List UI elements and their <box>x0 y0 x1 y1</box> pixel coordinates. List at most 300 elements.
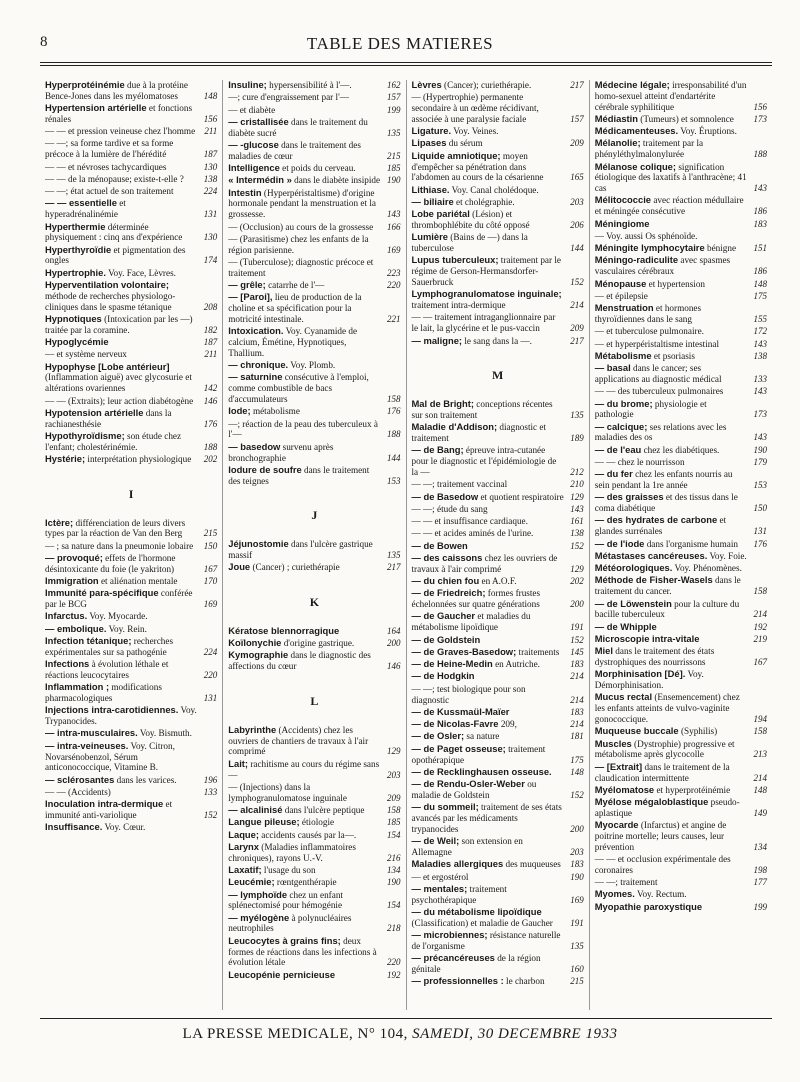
entry-page-number: 176 <box>387 406 401 417</box>
entry-description: et hypertension <box>646 278 706 289</box>
entry-text <box>228 638 380 649</box>
index-entry <box>595 195 767 217</box>
page-title: TABLE DES MATIERES <box>306 34 494 53</box>
entry-description: — (Parasitisme) chez les enfants de la région parisienne. <box>228 233 369 255</box>
entry-description: avec réaction médullaire et méningée consécutive <box>594 195 744 217</box>
entry-heading: Médecine légale; <box>594 80 670 90</box>
entry-text <box>412 479 564 490</box>
entry-heading: — intra-musculaires. <box>45 727 138 739</box>
entry-page-number: 130 <box>203 232 218 243</box>
entry-description: traitement de ses états avancés par les médicaments trypanocides <box>411 802 562 834</box>
entry-text <box>412 635 564 646</box>
entry-page-number: 134 <box>387 864 401 875</box>
index-entry <box>45 787 217 798</box>
index-entry <box>228 877 400 888</box>
entry-text <box>595 551 747 562</box>
entry-text <box>45 541 197 552</box>
entry-text <box>45 198 197 220</box>
entry-heading: — intra-veineuses. <box>45 739 129 751</box>
entry-text <box>45 268 197 279</box>
entry-heading: — de Nicolas-Favre <box>411 718 499 730</box>
entry-text <box>412 884 564 906</box>
entry-description: des muqueuses <box>503 859 561 870</box>
entry-text <box>412 953 564 975</box>
index-entry <box>228 80 400 91</box>
entry-heading: Hyperthermie <box>45 220 106 232</box>
index-entry <box>228 725 400 757</box>
entry-text <box>412 872 564 883</box>
entry-heading: Joue <box>228 561 251 573</box>
entry-page-number: 179 <box>753 457 767 467</box>
entry-text <box>412 516 564 527</box>
index-entry <box>595 469 767 491</box>
entry-heading: Kymographie <box>228 649 289 661</box>
entry-heading: Hypothyroïdisme; <box>45 429 125 441</box>
entry-heading: — -glucose <box>228 138 279 150</box>
entry-page-number: 150 <box>753 503 767 514</box>
entry-text <box>595 692 747 724</box>
entry-text <box>45 624 197 635</box>
entry-heading: — du sommeil; <box>411 801 479 813</box>
index-entry <box>595 386 767 397</box>
entry-page-number: 200 <box>387 638 401 649</box>
entry-text <box>595 231 747 242</box>
entry-text <box>45 349 197 360</box>
entry-page-number: 185 <box>387 817 401 828</box>
entry-text <box>595 854 747 876</box>
index-entry <box>595 634 767 645</box>
entry-heading: Lobe pariétal <box>411 208 470 220</box>
entry-heading: — de l'eau <box>594 443 642 455</box>
entry-heading: Muscles <box>594 737 632 749</box>
entry-heading: — basedow <box>228 440 281 452</box>
entry-heading: — de Gaucher <box>411 610 476 622</box>
entry-page-number: 217 <box>570 335 584 346</box>
entry-description: — — traitement intraganglionnaire par le lait, la glycérine et le pus-vaccin <box>411 312 556 334</box>
index-entry <box>595 80 767 112</box>
footer-rule <box>40 1018 772 1019</box>
entry-text <box>412 255 564 287</box>
entry-heading: Lupus tuberculeux; <box>411 254 499 266</box>
entry-heading: Mélanolie; <box>594 137 641 149</box>
entry-page-number: 143 <box>753 432 767 443</box>
entry-heading: Lipases <box>411 137 447 149</box>
index-entry <box>228 163 400 174</box>
entry-page-number: 154 <box>387 829 401 840</box>
entry-page-number: 158 <box>387 394 401 405</box>
index-entry <box>412 802 584 834</box>
entry-text <box>228 372 380 404</box>
entry-text <box>228 406 380 417</box>
entry-description: chez les diabétiques. <box>641 444 720 455</box>
entry-description: Voy. Cyanamide de calcium, Émétine, Hypnotiques, Thallium. <box>228 326 358 358</box>
entry-page-number: 153 <box>753 480 767 491</box>
index-entry <box>595 539 767 550</box>
entry-text <box>595 243 747 254</box>
index-entry <box>595 669 767 691</box>
entry-heading: — de Friedreich; <box>411 587 486 599</box>
index-entry <box>412 884 584 906</box>
entry-page-number: 174 <box>203 255 218 266</box>
entry-heading: — précancéreuses <box>411 952 495 964</box>
footer-journal: LA PRESSE MEDICALE, N° 104, <box>182 1026 408 1042</box>
entry-text <box>595 889 747 900</box>
entry-description: deux formes de réactions dans les infections à évolution létale <box>228 935 377 968</box>
entry-text <box>45 454 197 465</box>
entry-text <box>228 280 380 291</box>
index-entry <box>45 624 217 635</box>
entry-text <box>412 504 564 515</box>
entry-text <box>412 553 564 575</box>
entry-text <box>45 636 197 658</box>
entry-heading: Infections <box>45 658 90 670</box>
entry-page-number: 210 <box>570 479 584 490</box>
entry-page-number: 199 <box>387 104 401 115</box>
entry-text <box>595 80 747 112</box>
index-entry <box>412 872 584 883</box>
index-entry <box>595 726 767 737</box>
entry-heading: — lymphoïde <box>228 888 288 900</box>
entry-description: dans la rachianesthésie <box>45 407 172 429</box>
entry-page-number: 214 <box>570 694 584 705</box>
entry-page-number: 130 <box>203 161 218 172</box>
entry-text <box>412 802 564 834</box>
entry-description: (Ensemencement) chez les enfants atteints de vulvo-vaginite gonococcique. <box>594 692 740 725</box>
entry-page-number: 166 <box>387 221 401 232</box>
entry-description: — et système nerveux <box>45 349 127 360</box>
entry-description: pour la culture du bacille tuberculeux <box>594 598 740 620</box>
entry-text <box>45 245 197 267</box>
entry-heading: — — essentielle <box>45 197 117 209</box>
entry-description: et pigmentation des ongles <box>45 244 186 266</box>
entry-text <box>45 588 197 610</box>
entry-text <box>45 314 197 336</box>
entry-heading: — de Heine-Medin <box>411 658 493 670</box>
entry-description: — — (Extraits); leur action diabétogène <box>45 395 194 406</box>
index-entry <box>45 454 217 465</box>
entry-description: étiologie <box>299 817 335 828</box>
entry-description: — et tuberculose pulmonaire. <box>594 326 704 337</box>
entry-text <box>45 396 197 407</box>
entry-heading: Mélitococcie <box>594 194 652 206</box>
entry-description: formes frustes échelonnées sur quatre générations <box>411 588 541 610</box>
index-entry <box>412 779 584 801</box>
entry-heading: — cristallisée <box>228 115 289 127</box>
entry-page-number: 167 <box>203 563 218 574</box>
entry-heading: — de Basedow <box>411 490 479 502</box>
entry-text <box>595 877 747 888</box>
entry-description: dans le traitement des maladies de cœur <box>228 139 361 161</box>
index-entry <box>412 635 584 646</box>
entry-heading: — du métabolisme lipoïdique <box>411 905 542 917</box>
entry-page-number: 176 <box>203 418 218 429</box>
entry-page-number: 183 <box>570 659 584 670</box>
entry-heading: Menstruation <box>594 302 654 314</box>
index-entry <box>412 289 584 311</box>
entry-description: à polynucléaires neutrophiles <box>228 912 352 934</box>
index-entry <box>412 422 584 444</box>
index-entry <box>412 138 584 149</box>
entry-heading: — du chien fou <box>411 575 480 587</box>
index-column-2 <box>223 80 406 1010</box>
entry-page-number: 191 <box>570 917 584 928</box>
entry-description: et aliénation mentale <box>98 576 178 587</box>
entry-description: effets de l'hormone désintoxicante du foie (le yakriton) <box>45 552 176 574</box>
index-entry <box>45 103 217 125</box>
entry-page-number: 158 <box>753 726 767 737</box>
entry-description: — et diabète <box>228 104 276 115</box>
entry-heading: Météorologiques. <box>594 562 673 574</box>
entry-heading: Laxatif; <box>228 863 262 875</box>
entry-description: (Syphilis) <box>678 726 718 737</box>
entry-heading: — basal <box>594 362 631 374</box>
entry-heading: — de Paget osseuse; <box>411 742 506 754</box>
index-entry <box>45 518 217 540</box>
entry-heading: — de Kussmaül-Maïer <box>411 705 510 717</box>
index-entry <box>228 842 400 864</box>
index-entry <box>412 151 584 183</box>
entry-page-number: 214 <box>570 719 584 730</box>
entry-heading: Laque; <box>228 828 259 840</box>
entry-text <box>595 515 747 537</box>
index-entry <box>595 279 767 290</box>
entry-description: — ; sa nature dans la pneumonie lobaire <box>45 540 194 551</box>
entry-description: et glandes surrénales <box>594 515 727 537</box>
entry-description: Voy. Éruptions. <box>678 126 737 137</box>
entry-description: 209, <box>498 719 517 730</box>
entry-page-number: 169 <box>203 599 218 610</box>
entry-description: et hyperprotéinémie <box>654 784 731 795</box>
entry-text <box>228 830 380 841</box>
entry-heading: — de Rendu-Osler-Weber <box>411 778 525 790</box>
entry-page-number: 186 <box>753 206 767 217</box>
entry-description: traitements <box>516 646 560 657</box>
entry-heading: Méningiome <box>594 217 650 229</box>
index-entry <box>45 408 217 430</box>
entry-description: — — chez le nourrisson <box>594 457 685 467</box>
entry-text <box>595 539 747 550</box>
entry-description: dans les varices. <box>114 774 177 785</box>
entry-page-number: 199 <box>753 901 767 912</box>
entry-text <box>412 422 564 444</box>
entry-description: Voy. Plomb. <box>288 360 336 371</box>
entry-heading: Kératose blennorragique <box>228 624 340 636</box>
entry-page-number: 138 <box>753 350 767 361</box>
index-entry <box>595 646 767 668</box>
entry-description: rachitisme au cours du régime sans — <box>228 758 380 780</box>
entry-description: (Cancer) ; curiethérapie <box>250 562 340 573</box>
entry-description: (Classification) et maladie de Gaucher <box>411 917 553 928</box>
index-entry <box>228 105 400 116</box>
entry-description: — (Injections) dans la lymphogranulomatose inguinale <box>228 781 347 803</box>
entry-description: accidents causés par la—. <box>258 829 357 840</box>
index-entry <box>45 588 217 610</box>
entry-description: — et hyperpéristaltisme intestinal <box>594 338 720 349</box>
entry-text <box>45 741 197 773</box>
entry-description: signification étiologique des laxatifs à l'anthracène; 41 cas <box>594 161 747 194</box>
entry-description: physiologie et pathologie <box>594 398 707 420</box>
entry-page-number: 146 <box>203 395 218 406</box>
entry-heading: Intoxication. <box>228 325 284 337</box>
entry-description: et immunité anti-variolique <box>45 799 173 821</box>
entry-text <box>228 117 380 139</box>
entry-page-number: 153 <box>387 475 401 486</box>
entry-page-number: 183 <box>753 218 767 229</box>
entry-description: traitement par la phényléthylmalonylurée <box>594 138 704 160</box>
index-entry <box>412 930 584 952</box>
index-entry <box>595 303 767 325</box>
entry-text <box>595 563 747 574</box>
index-entry <box>228 234 400 256</box>
entry-heading: Myomes. <box>594 888 635 900</box>
section-letter: M <box>491 368 504 383</box>
entry-page-number: 203 <box>387 769 401 780</box>
entry-description: — et ergostérol <box>411 871 469 882</box>
index-entry <box>45 186 217 197</box>
entry-text <box>228 442 380 464</box>
entry-page-number: 220 <box>387 280 401 291</box>
entry-description: déterminée physiquement : cinq ans d'expérience <box>45 221 183 243</box>
entry-heading: — biliaire <box>411 195 454 207</box>
entry-description: — — et pression veineuse chez l'homme <box>45 126 196 137</box>
entry-page-number: 129 <box>570 563 584 574</box>
entry-page-number: 218 <box>387 923 401 934</box>
entry-text <box>412 684 564 706</box>
index-entry <box>595 243 767 254</box>
index-entry <box>412 479 584 490</box>
entry-text <box>595 820 747 852</box>
index-entry <box>228 360 400 371</box>
entry-heading: — de Graves-Basedow; <box>411 645 517 657</box>
index-entry <box>228 562 400 573</box>
entry-text <box>412 312 564 334</box>
entry-description: en A.O.F. <box>479 576 517 587</box>
index-entry <box>595 339 767 350</box>
entry-text <box>228 725 380 757</box>
index-entry <box>45 775 217 786</box>
entry-text <box>412 767 564 778</box>
entry-heading: Larynx <box>228 840 259 852</box>
entry-heading: Lymphogranulomatose inguinale; <box>411 288 562 300</box>
index-entry <box>45 553 217 575</box>
entry-description: d'origine gastrique. <box>281 638 355 649</box>
entry-page-number: 192 <box>753 621 767 632</box>
entry-page-number: 152 <box>203 810 218 821</box>
footer <box>0 1026 800 1043</box>
entry-page-number: 224 <box>203 646 218 657</box>
entry-heading: — [Paroi], <box>228 291 273 303</box>
index-entry <box>228 175 400 186</box>
entry-page-number: 223 <box>387 267 401 278</box>
entry-text <box>45 280 197 312</box>
index-entry <box>45 659 217 681</box>
entry-page-number: 129 <box>387 746 401 757</box>
entry-description: traitement psychothérapique <box>411 883 507 905</box>
entry-text <box>595 326 747 337</box>
entry-page-number: 185 <box>387 163 401 174</box>
index-entry <box>595 231 767 242</box>
entry-text <box>412 126 564 137</box>
index-entry <box>45 138 217 160</box>
entry-text <box>228 650 380 672</box>
entry-heading: — des caissons <box>411 551 483 563</box>
entry-heading: Lithiase. <box>411 183 450 195</box>
index-entry <box>412 553 584 575</box>
entry-page-number: 217 <box>570 80 584 90</box>
entry-description: et hormones thyroïdiennes dans le sang <box>594 303 702 324</box>
entry-text <box>412 779 564 801</box>
entry-text <box>228 539 380 561</box>
entry-heading: Jéjunostomie <box>228 538 289 550</box>
entry-text <box>412 541 564 552</box>
index-entry <box>412 836 584 858</box>
entry-page-number: 206 <box>570 220 584 231</box>
entry-heading: Méthode de Fisher-Wasels <box>594 574 713 586</box>
entry-description: conceptions récentes sur son traitement <box>411 399 553 420</box>
index-entry <box>595 622 767 633</box>
entry-description: dans le traitement des teignes <box>228 464 370 486</box>
entry-page-number: 187 <box>203 149 218 160</box>
page-number: 8 <box>40 34 48 50</box>
entry-text <box>228 890 380 912</box>
entry-text <box>45 162 197 173</box>
entry-description: à évolution léthale et réactions leucocytaires <box>45 659 169 680</box>
index-entry <box>228 419 400 441</box>
entry-heading: Hyperthyroïdie <box>45 243 112 255</box>
index-entry <box>45 576 217 587</box>
entry-page-number: 212 <box>570 466 584 477</box>
entry-heading: — provoqué; <box>45 551 103 563</box>
index-entry <box>228 257 400 279</box>
entry-text <box>228 92 380 103</box>
entry-description: résistance naturelle de l'organisme <box>411 929 561 951</box>
index-entry <box>412 312 584 334</box>
entry-heading: — de Osler; <box>411 730 465 742</box>
index-entry <box>228 759 400 781</box>
index-entry <box>45 431 217 453</box>
entry-page-number: 214 <box>570 671 584 682</box>
entry-text <box>412 907 564 929</box>
entry-text <box>228 80 380 91</box>
entry-text <box>45 431 197 453</box>
index-entry <box>45 741 217 773</box>
entry-text <box>412 707 564 718</box>
index-entry <box>45 541 217 552</box>
index-entry <box>595 692 767 724</box>
entry-text <box>595 797 747 819</box>
entry-page-number: 191 <box>570 622 584 633</box>
index-entry <box>412 80 584 91</box>
entry-description: sa nature <box>464 731 500 742</box>
entry-heading: Immigration <box>45 575 99 587</box>
entry-heading: Intestin <box>228 186 262 198</box>
entry-text <box>412 80 564 91</box>
index-entry <box>228 222 400 233</box>
entry-description: le sang dans la —. <box>462 335 532 346</box>
entry-description: — — de la ménopause; existe-t-elle ? <box>45 173 184 184</box>
entry-heading: Myélomatose <box>594 783 655 795</box>
entry-heading: Méningo-radiculite <box>594 254 679 266</box>
entry-description: Voy. Phénomènes. <box>672 563 742 574</box>
entry-heading: — embolique. <box>45 622 107 634</box>
index-entry <box>412 859 584 870</box>
index-entry <box>228 890 400 912</box>
entry-description: (Tumeurs) et somnolence <box>638 113 734 124</box>
entry-description: avec spasmes vasculaires cérébraux <box>594 255 731 277</box>
entry-description: pseudo-aplastique <box>594 797 740 818</box>
entry-page-number: 169 <box>387 244 401 255</box>
index-entry <box>45 349 217 360</box>
